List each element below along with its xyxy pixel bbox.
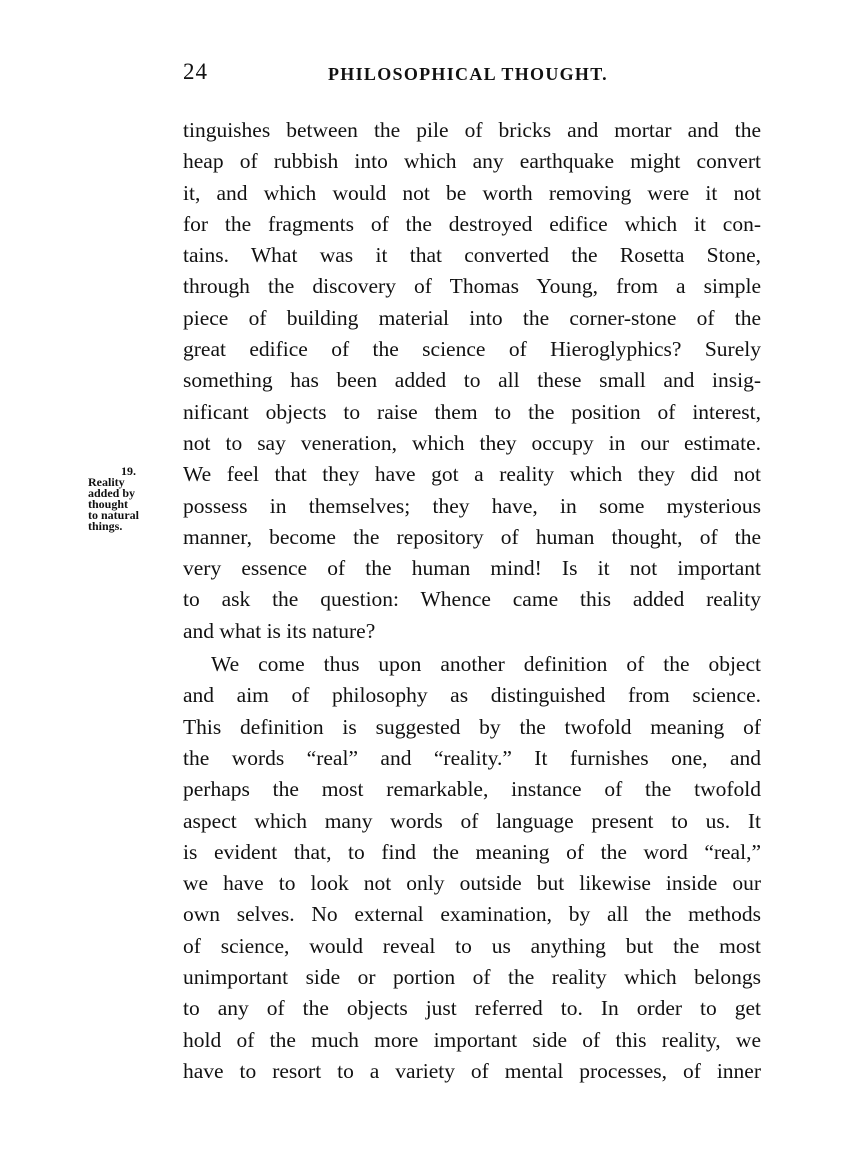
- text-line: is evident that, to find the meaning of the word “real,”: [183, 839, 761, 864]
- text-line: tains. What was it that converted the Rosetta Stone,: [183, 243, 761, 268]
- text-line: not to say veneration, which they occupy in our estimate.: [183, 430, 761, 455]
- text-line: and aim of philosophy as distinguished from science.: [183, 683, 761, 708]
- margin-note-line: Reality: [88, 475, 125, 489]
- text-line: it, and which would not be worth removing were it not: [183, 180, 761, 205]
- margin-note-line: to natural: [88, 508, 139, 522]
- text-line: We feel that they have got a reality which they did not: [183, 462, 761, 487]
- running-title: PHILOSOPHICAL THOUGHT.: [328, 64, 608, 84]
- text-line: the words “real” and “reality.” It furnishes one, and: [183, 745, 761, 770]
- margin-note-number: 19.: [121, 464, 136, 478]
- text-line: aspect which many words of language present to us. It: [183, 808, 761, 833]
- text-line: tinguishes between the pile of bricks and mortar and the: [183, 118, 761, 142]
- text-line: manner, become the repository of human thought, of the: [183, 524, 761, 549]
- paragraph: [183, 115, 761, 647]
- text-line: unimportant side or portion of the reality which belongs: [183, 965, 761, 990]
- text-line: hold of the much more important side of this reality, we: [183, 1027, 761, 1052]
- margin-note: [88, 466, 166, 532]
- text-line: own selves. No external examination, by all the methods: [183, 902, 761, 927]
- text-line: and what is its nature?: [183, 618, 376, 643]
- text-line: piece of building material into the corner-stone of the: [183, 305, 761, 330]
- text-line: through the discovery of Thomas Young, from a simple: [183, 274, 761, 299]
- paragraph: [183, 649, 761, 1087]
- text-line: something has been added to all these small and insig-: [183, 368, 761, 393]
- text-line: to any of the objects just referred to. In order to get: [183, 996, 761, 1021]
- text-line: for the fragments of the destroyed edifice which it con-: [183, 211, 761, 236]
- text-line: we have to look not only outside but likewise inside our: [183, 871, 761, 896]
- text-line: very essence of the human mind! Is it not important: [183, 556, 761, 581]
- margin-note-line: added by: [88, 486, 136, 500]
- margin-note-line: things.: [88, 519, 123, 533]
- text-line: This definition is suggested by the twofold meaning of: [183, 714, 761, 739]
- text-line: great edifice of the science of Hieroglyphics? Surely: [183, 337, 761, 362]
- text-line: nificant objects to raise them to the position of interest,: [183, 399, 761, 424]
- text-line: We come thus upon another definition of the object: [211, 652, 761, 677]
- text-line: to ask the question: Whence came this added reality: [183, 587, 761, 612]
- text-line: of science, would reveal to us anything but the most: [183, 933, 761, 958]
- body-text: [183, 115, 761, 1087]
- page-number: 24: [183, 59, 208, 84]
- margin-note-line: thought: [88, 497, 129, 511]
- text-line: perhaps the most remarkable, instance of the twofold: [183, 777, 761, 802]
- text-line: heap of rubbish into which any earthquake might convert: [183, 149, 761, 174]
- text-line: have to resort to a variety of mental processes, of inner: [183, 1058, 761, 1083]
- text-line: possess in themselves; they have, in some mysterious: [183, 493, 761, 518]
